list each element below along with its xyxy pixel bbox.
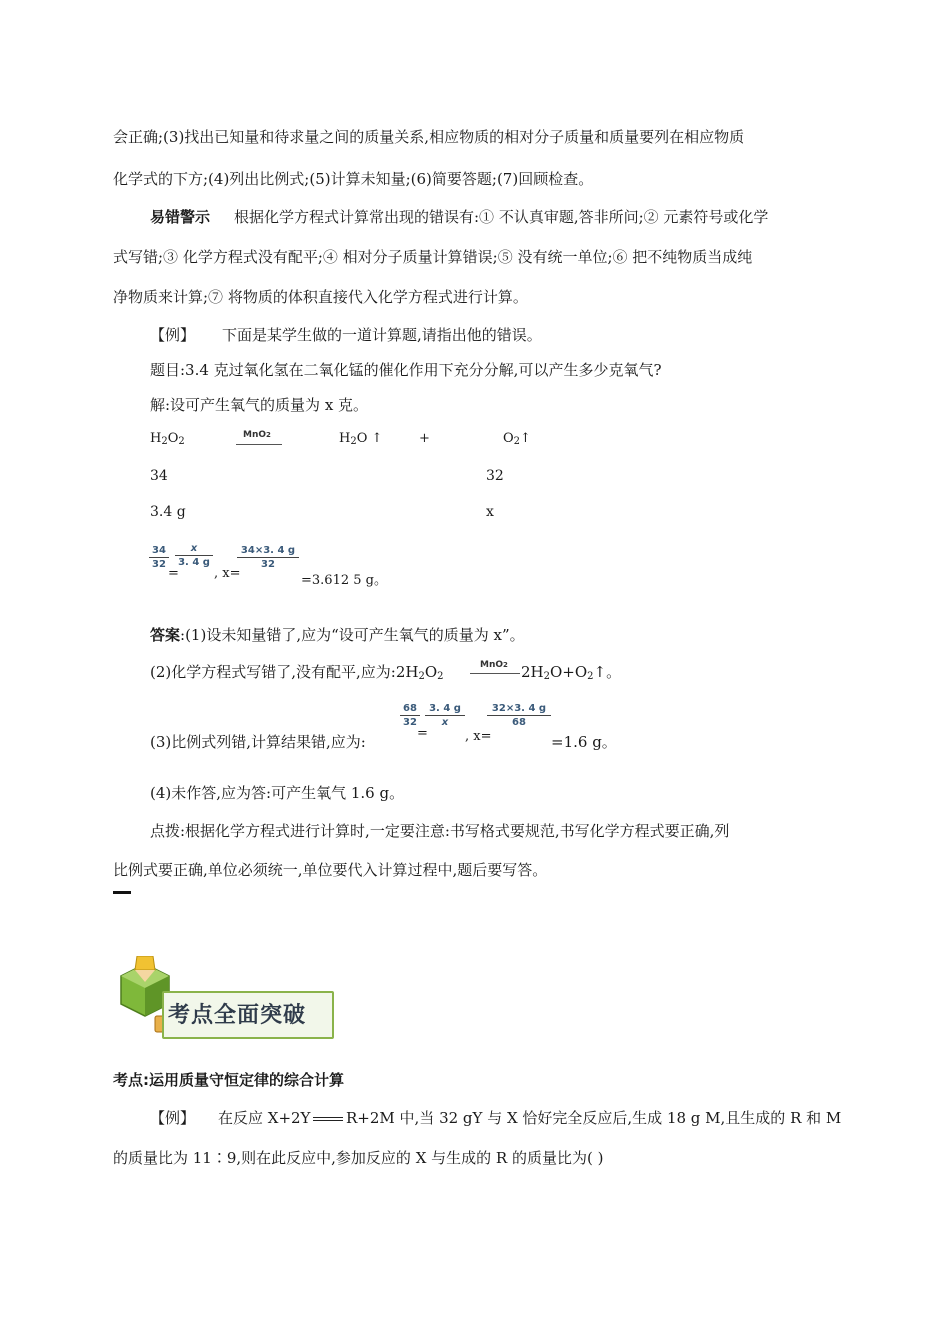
- divider-dash: [113, 891, 131, 894]
- fraction-68-32: 68 32: [400, 703, 420, 728]
- x-equals: , x=: [465, 729, 492, 744]
- fraction-34-32: 34 32: [149, 545, 169, 570]
- problem-text: 题目:3.4 克过氧化氢在二氧化锰的催化作用下充分分解,可以产生多少克氧气?: [150, 361, 662, 379]
- mass-h2o2: 34: [150, 468, 168, 484]
- text-line: 下面是某学生做的一道计算题,请指出他的错误。: [222, 326, 542, 344]
- fraction-x-3.4g: x 3. 4 g: [175, 543, 213, 568]
- tip-line: 点拨:根据化学方程式进行计算时,一定要注意:书写格式要规范,书写化学方程式要正确,列: [150, 822, 730, 840]
- catalyst-label: MnO2: [243, 430, 271, 440]
- badge-title: 考点全面突破: [168, 1003, 307, 1028]
- student-result: =3.612 5 g。: [301, 573, 387, 588]
- reaction-arrow: [470, 673, 520, 674]
- reactant-h2o2: $H_2O_2$: [150, 431, 185, 447]
- reaction-arrow: [236, 444, 282, 445]
- fraction-result: 34×3. 4 g 32: [237, 545, 299, 570]
- mass-o2: 32: [486, 468, 504, 484]
- equals-sign: =: [417, 726, 428, 741]
- answer-line-1: 答案:(1)设未知量错了,应为“设可产生氧气的质量为 x”。: [150, 626, 525, 644]
- warning-label: 易错警示: [150, 208, 211, 226]
- tip-line: 比例式要正确,单位必须统一,单位要代入计算过程中,题后要写答。: [113, 861, 548, 879]
- given-mass: 3.4 g: [150, 504, 186, 520]
- answer-label: 答案: [150, 626, 181, 644]
- answer-line-2: (2)化学方程式写错了,没有配平,应为$:2H_2O_2$: [150, 663, 444, 682]
- x-equals: , x=: [214, 566, 241, 581]
- example-line: 在反应 X+2Y: [218, 1109, 311, 1127]
- product-h2o: $H_2O$ ↑: [339, 431, 383, 447]
- catalyst-label: MnO2: [480, 660, 508, 670]
- product-o2: $O_2↑$: [503, 431, 531, 447]
- answer-line-4: (4)未作答,应为答:可产生氧气 1.6 g。: [150, 784, 405, 802]
- unknown-x: x: [486, 504, 494, 520]
- answer-line-3: (3)比例式列错,计算结果错,应为:: [150, 733, 366, 751]
- plus-sign: +: [419, 431, 430, 446]
- example-label: 【例】: [150, 1109, 196, 1127]
- equals-arrow: [313, 1117, 343, 1121]
- text-line: 净物质来计算;⑦ 将物质的体积直接代入化学方程式进行计算。: [113, 288, 528, 306]
- balanced-products: $2H_2O+O_2↑$。: [521, 663, 622, 682]
- example-label: 【例】: [150, 326, 196, 344]
- text-line: 根据化学方程式计算常出现的错误有:① 不认真审题,答非所问;② 元素符号或化学: [234, 208, 769, 226]
- text-line: 化学式的下方;(4)列出比例式;(5)计算未知量;(6)简要答题;(7)回顾检查。: [113, 170, 594, 188]
- equals-sign: =: [168, 566, 179, 581]
- fraction-result: 32×3. 4 g 68: [487, 703, 551, 728]
- topic-heading: 考点:运用质量守恒定律的综合计算: [113, 1071, 345, 1089]
- example-line: R+2M 中,当 32 gY 与 X 恰好完全反应后,生成 18 g M,且生成的 R 和 M: [346, 1109, 842, 1127]
- solution-intro: 解:设可产生氧气的质量为 x 克。: [150, 396, 369, 414]
- correct-result: =1.6 g。: [551, 733, 617, 751]
- example-line: 的质量比为 11∶9,则在此反应中,参加反应的 X 与生成的 R 的质量比为( ): [113, 1149, 604, 1167]
- fraction-3.4g-x: 3. 4 g x: [425, 703, 465, 728]
- text-line: 式写错;③ 化学方程式没有配平;④ 相对分子质量计算错误;⑤ 没有统一单位;⑥ 把不纯物质当成纯: [113, 248, 753, 266]
- text-line: 会正确;(3)找出已知量和待求量之间的质量关系,相应物质的相对分子质量和质量要列在相应物质: [113, 128, 745, 146]
